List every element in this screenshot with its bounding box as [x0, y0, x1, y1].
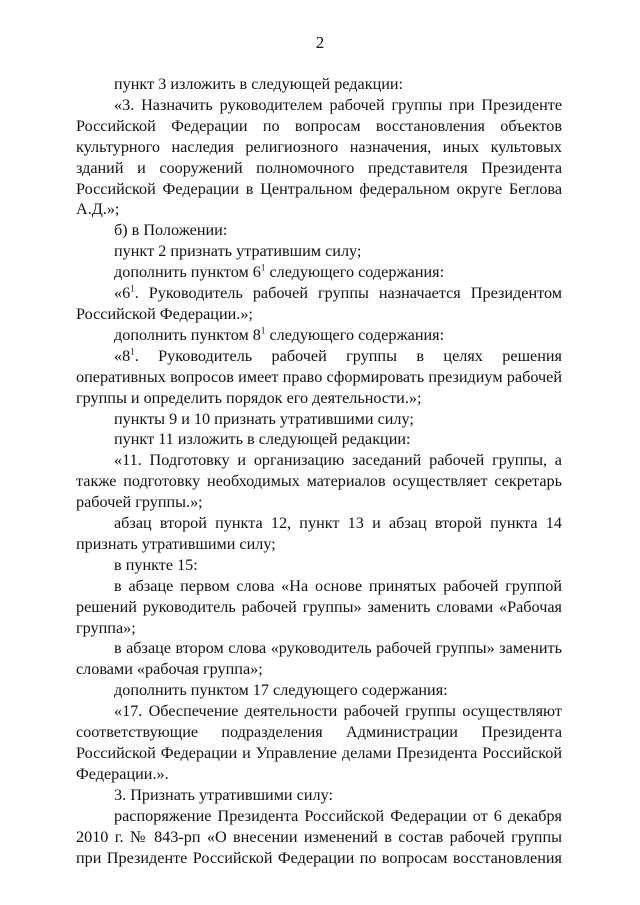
- paragraph: «11. Подготовку и организацию заседаний рабочей группы, а также подготовку необходимых материалов осуществляет секретарь рабочей группы.»;: [76, 451, 562, 512]
- paragraph-text: дополнить пунктом 6: [114, 263, 261, 282]
- paragraph-text: «6: [114, 284, 131, 303]
- paragraph: 3. Признать утратившими силу:: [114, 785, 333, 804]
- superscript: 1: [130, 346, 135, 357]
- paragraph-text: . Руководитель рабочей группы в целях решения оперативных вопросов имеет право сформировать президиум рабочей группы и определить порядок его деятельности.»;: [76, 346, 562, 407]
- superscript: 1: [260, 325, 266, 336]
- paragraph: дополнить пунктом 17 следующего содержания:: [114, 681, 448, 700]
- paragraph: пункты 9 и 10 признать утратившими силу;: [114, 409, 414, 428]
- paragraph-text: . Руководитель рабочей группы назначается Президентом Российской Федерации.»;: [76, 284, 562, 323]
- paragraph: «17. Обеспечение деятельности рабочей группы осуществляют соответствующие подразделения Администрации Президента Российской Федерации и Управление делами Президента Российской Федерации.».: [76, 702, 562, 783]
- paragraph: б) в Положении:: [114, 221, 228, 240]
- paragraph: пункт 11 изложить в следующей редакции:: [114, 430, 411, 449]
- paragraph-text: дополнить пунктом 8: [114, 325, 261, 344]
- superscript: 1: [260, 262, 266, 273]
- paragraph: [76, 262, 562, 283]
- paragraph: абзац второй пункта 12, пункт 13 и абзац второй пункта 14 признать утратившими силу;: [76, 514, 562, 553]
- paragraph-text: следующего содержания:: [265, 325, 445, 344]
- paragraph: распоряжение Президента Российской Федерации от 6 декабря 2010 г. № 843-рп «О внесении изменений в состав рабочей группы при Президенте Российской Федерации по вопросам восстановления: [76, 806, 562, 867]
- paragraph: в абзаце втором слова «руководитель рабочей группы» заменить словами «рабочая группа»;: [76, 639, 562, 679]
- paragraph: пункт 2 признать утратившим силу;: [114, 242, 362, 261]
- paragraph: пункт 3 изложить в следующей редакции:: [114, 75, 404, 93]
- paragraph: в абзаце первом слова «На основе принятых рабочей группой решений руководитель рабочей группы» заменить словами «Рабочая группа»;: [76, 576, 562, 637]
- page-number: 2: [315, 33, 325, 52]
- paragraph: в пункте 15:: [114, 555, 198, 574]
- paragraph-text: следующего содержания:: [265, 263, 445, 282]
- paragraph-text: «8: [114, 346, 131, 365]
- paragraph: [76, 325, 562, 346]
- paragraph: [76, 283, 562, 325]
- paragraph: [76, 346, 562, 409]
- paragraph: «3. Назначить руководителем рабочей группы при Президенте Российской Федерации по вопросам восстановления объектов культурного наследия религиозного назначения, иных культовых зданий и сооружений полномочного представителя Президента Российской Федерации в Центральном федеральном округе Беглова А.Д.»;: [76, 95, 562, 219]
- superscript: 1: [130, 283, 135, 294]
- document-body: [76, 74, 562, 868]
